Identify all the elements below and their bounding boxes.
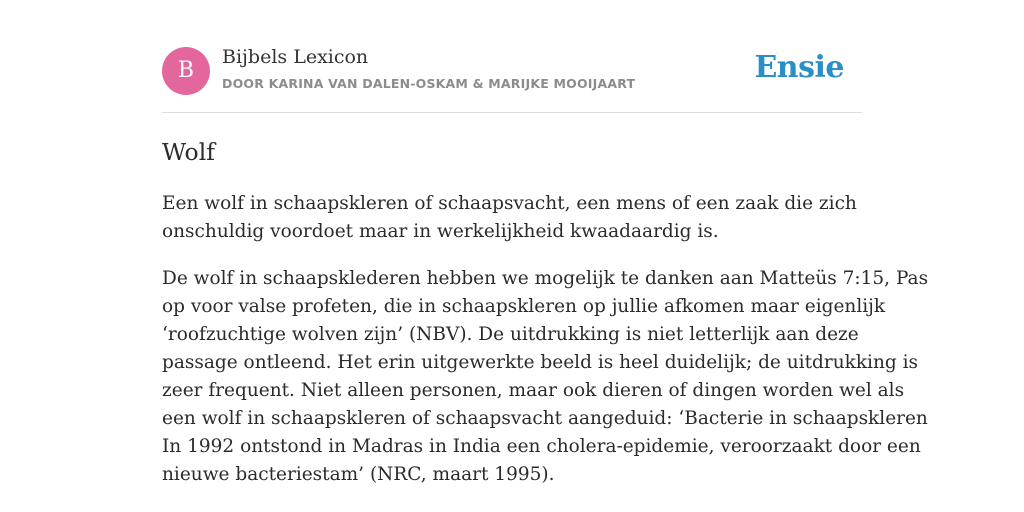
entry-paragraph: [162, 265, 929, 489]
paragraph-line: zeer frequent. Niet alleen personen, maar ook dieren of dingen worden wel als: [162, 380, 905, 401]
entry-title: Wolf: [162, 138, 215, 166]
entry-page: [162, 0, 929, 485]
paragraph-line: onschuldig voordoet maar in werkelijkheid kwaadaardig is.: [162, 221, 719, 242]
ensie-logo[interactable]: Ensie: [754, 50, 844, 85]
paragraph-line: passage ontleend. Het erin uitgewerkte beeld is heel duidelijk; de uitdrukking is: [162, 352, 918, 373]
paragraph-line: ‘roofzuchtige wolven zijn’ (NBV). De uitdrukking is niet letterlijk aan deze: [162, 324, 859, 345]
paragraph-line: een wolf in schaapskleren of schaapsvacht aangeduid: ‘Bacterie in schaapskleren: [162, 408, 928, 429]
source-title-link[interactable]: Bijbels Lexicon: [222, 46, 369, 68]
paragraph-line: Een wolf in schaapskleren of schaapsvacht, een mens of een zaak die zich: [162, 193, 857, 214]
entry-paragraph: [162, 190, 862, 246]
paragraph-line: nieuwe bacteriestam’ (NRC, maart 1995).: [162, 464, 555, 485]
paragraph-line: De wolf in schaapskledеren hebben we mogelijk te danken aan Matteüs 7:15, Pas: [162, 268, 929, 289]
source-author: DOOR KARINA VAN DALEN-OSKAM & MARIJKE MOOIJAART: [222, 76, 636, 91]
source-avatar[interactable]: B: [162, 47, 210, 95]
source-header: [162, 0, 862, 113]
paragraph-line: In 1992 ontstond in Madras in India een cholera-epidemie, veroorzaakt door een: [162, 436, 921, 457]
paragraph-line: op voor valse profeten, die in schaapskleren op jullie afkomen maar eigenlijk: [162, 296, 886, 317]
